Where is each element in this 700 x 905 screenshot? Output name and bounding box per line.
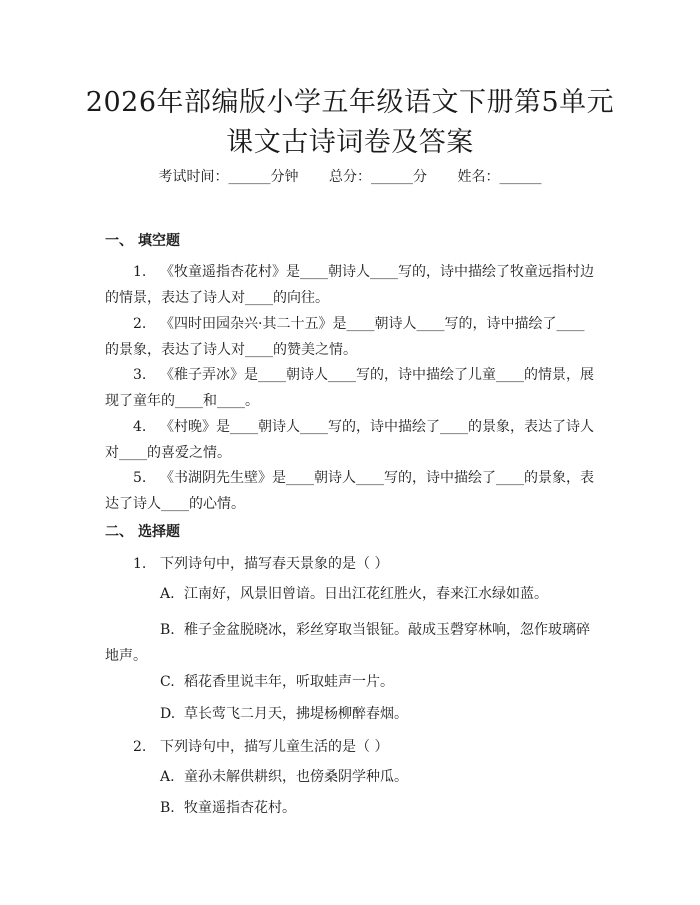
option-letter: D. [160, 706, 176, 722]
option-letter: A. [160, 769, 175, 785]
exam-name: 姓名：______ [457, 169, 542, 185]
fill-item-5 [105, 465, 596, 517]
exam-score: 总分：______分 [329, 169, 427, 185]
q1-option-a [105, 581, 596, 607]
fill-item-1 [105, 259, 596, 311]
item-number: 1. [133, 264, 147, 280]
option-letter: B. [160, 800, 175, 816]
item-text: 《村晚》是____朝诗人____写的，诗中描绘了____的景象，表达了诗人对____的喜爱之情。 [105, 419, 594, 461]
option-letter: B. [160, 622, 175, 638]
option-text: 江南好，风景旧曾谙。日出江花红胜火，春来江水绿如蓝。 [184, 586, 548, 602]
section-heading-fill [105, 230, 180, 252]
option-text: 稚子金盆脱晓冰，彩丝穿取当银钲。敲成玉磬穿林响，忽作玻璃碎地声。 [105, 622, 590, 664]
item-number: 5. [133, 470, 147, 486]
q1-option-b [105, 617, 596, 669]
section-number: 二、 [105, 524, 133, 540]
item-number: 3. [133, 367, 147, 383]
item-text: 《稚子弄冰》是____朝诗人____写的，诗中描绘了儿童____的情景，展现了童年的____和____。 [105, 367, 594, 409]
option-text: 草长莺飞二月天，拂堤杨柳醉春烟。 [184, 706, 408, 722]
section-heading-choice [105, 521, 180, 543]
item-text: 《四时田园杂兴·其二十五》是____朝诗人____写的，诗中描绘了____的景象，表达了诗人对____的赞美之情。 [105, 316, 585, 358]
option-text: 牧童遥指杏花村。 [184, 800, 296, 816]
title-line-1: 2026年部编版小学五年级语文下册第5单元 [85, 87, 615, 118]
q1-option-d [105, 701, 596, 727]
question-number: 2. [133, 739, 147, 755]
fill-item-3 [105, 362, 596, 414]
option-text: 童孙未解供耕织，也傍桑阴学种瓜。 [184, 769, 408, 785]
item-text: 《书湖阴先生壁》是____朝诗人____写的，诗中描绘了____的景象，表达了诗人____的心情。 [105, 470, 594, 512]
option-letter: C. [160, 674, 175, 690]
title-line-2: 课文古诗词卷及答案 [226, 127, 474, 158]
exam-time: 考试时间：______分钟 [158, 169, 299, 185]
question-number: 1. [133, 556, 147, 572]
exam-meta [0, 166, 700, 188]
section-title: 选择题 [138, 524, 180, 540]
q2-option-b [105, 795, 596, 821]
section-title: 填空题 [138, 233, 180, 249]
choice-question-2 [133, 736, 388, 758]
choice-question-1 [133, 553, 388, 575]
item-number: 2. [133, 316, 147, 332]
section-number: 一、 [105, 233, 133, 249]
option-letter: A. [160, 586, 175, 602]
fill-item-4 [105, 414, 596, 466]
fill-item-2 [105, 311, 596, 363]
q1-option-c [105, 669, 596, 695]
item-number: 4. [133, 419, 147, 435]
item-text: 《牧童遥指杏花村》是____朝诗人____写的，诗中描绘了牧童远指村边的情景，表达了诗人对____的向往。 [105, 264, 594, 306]
question-text: 下列诗句中，描写儿童生活的是（ ） [160, 739, 389, 755]
q2-option-a [105, 764, 596, 790]
option-text: 稻花香里说丰年，听取蛙声一片。 [184, 674, 394, 690]
question-text: 下列诗句中，描写春天景象的是（ ） [160, 556, 389, 572]
